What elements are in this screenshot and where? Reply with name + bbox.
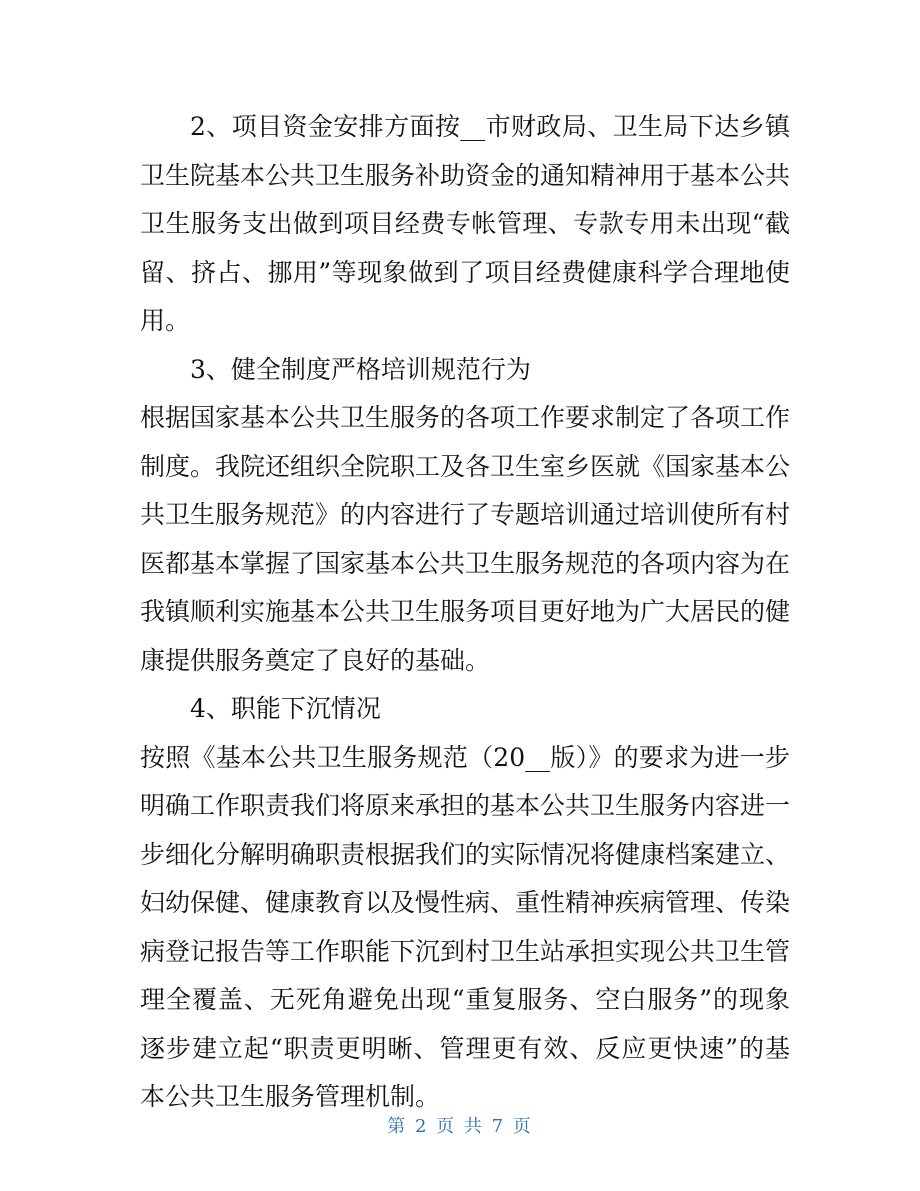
paragraph-training: 根据国家基本公共卫生服务的各项工作要求制定了各项工作制度。我院还组织全院职工及各卫生室乡医就《国家基本公共卫生服务规范》的内容进行了专题培训通过培训使所有村医都基本掌握了国家基本公共卫生服务规范的各项内容为在我镇顺利实施基本公共卫生服务项目更好地为广大居民的健康提供服务奠定了良好的基础。 (140, 403, 791, 675)
heading-function-delegation: 4、职能下沉情况 (190, 694, 381, 723)
document-body (140, 103, 790, 1122)
page-number-footer: 第 2 页 共 7 页 (387, 1116, 533, 1137)
heading-system-training: 3、健全制度严格培训规范行为 (190, 354, 531, 384)
paragraph-delegation: 按照《基本公共卫生服务规范（20__版）》的要求为进一步明确工作职责我们将原来承担的基本公共卫生服务内容进一步细化分解明确职责根据我们的实际情况将健康档案建立、妇幼保健、健康教育以及慢性病、重性精神疾病管理、传染病登记报告等工作职能下沉到村卫生站承担实现公共卫生管理全覆盖、无死角避免出现“重复服务、空白服务”的现象逐步建立起“职责更明晰、管理更有效、反应更快速”的基本公共卫生服务管理机制。 (140, 742, 791, 1111)
paragraph-funding: 2、项目资金安排方面按__市财政局、卫生局下达乡镇卫生院基本公共卫生服务补助资金的通知精神用于基本公共卫生服务支出做到项目经费专帐管理、专款专用未出现“截留、挤占、挪用”等现象做到了项目经费健康科学合理地使用。 (140, 112, 791, 335)
